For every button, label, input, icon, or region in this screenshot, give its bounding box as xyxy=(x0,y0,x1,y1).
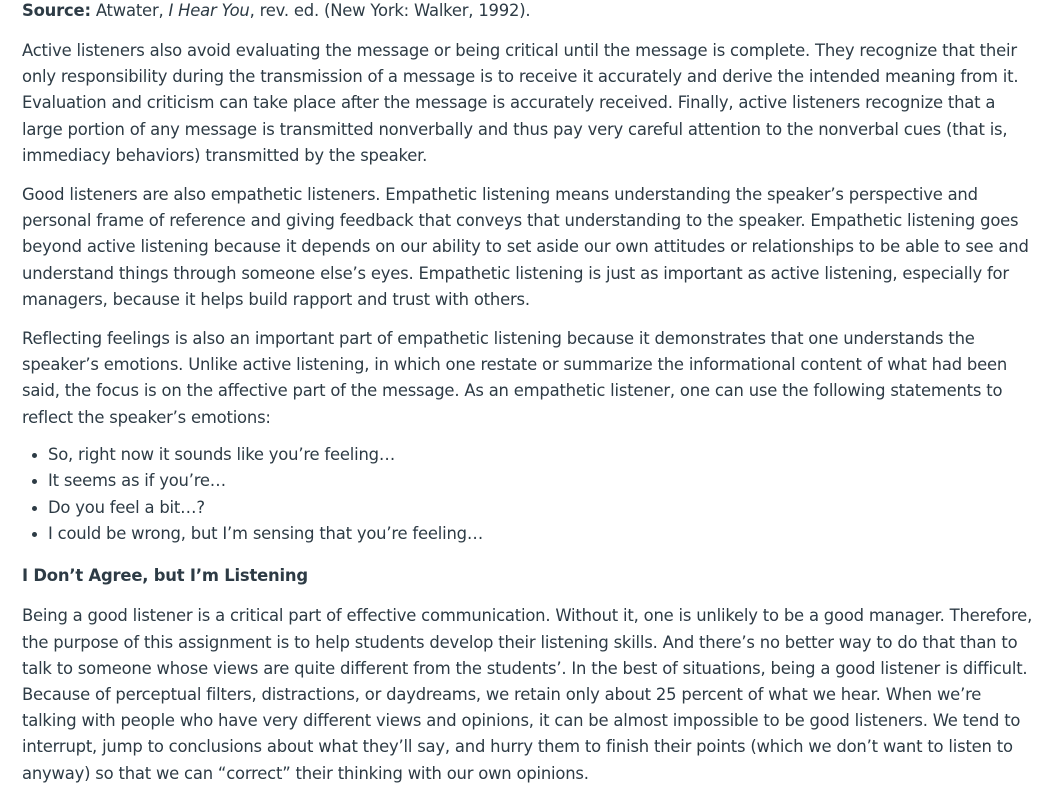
list-item: It seems as if you’re… xyxy=(48,468,1040,494)
paragraph-empathetic-listeners: Good listeners are also empathetic listeners. Empathetic listening means understanding the speaker’s perspective and personal frame of reference and giving feedback that conveys that understanding to the speaker. Empathetic listening goes beyond active listening because it depends on our ability to set aside our own attitudes or relationships to be able to see and understand things through someone else’s eyes. Empathetic listening is just as important as active listening, especially for managers, because it helps build rapport and trust with others. xyxy=(22,185,1029,309)
source-book-title: I Hear You xyxy=(168,1,250,20)
paragraph-active-listeners: Active listeners also avoid evaluating the message or being critical until the message is complete. They recognize that their only responsibility during the transmission of a message is to receive it accurately and derive the intended meaning from it. Evaluation and criticism can take place after the message is accurately received. Finally, active listeners recognize that a large portion of any message is transmitted nonverbally and thus pay very careful attention to the nonverbal cues (that is, immediacy behaviors) transmitted by the speaker. xyxy=(22,41,1019,165)
reflecting-statements-list xyxy=(22,442,1040,548)
source-details: , rev. ed. (New York: Walker, 1992). xyxy=(249,1,531,20)
paragraph-reflecting-feelings: Reflecting feelings is also an important part of empathetic listening because it demonstrates that one understands the speaker’s emotions. Unlike active listening, in which one restate or summarize the informational content of what had been said, the focus is on the affective part of the message. As an empathetic listener, one can use the following statements to reflect the speaker’s emotions: xyxy=(22,329,1008,427)
list-item: So, right now it sounds like you’re feeling… xyxy=(48,442,1040,468)
section-heading: I Don’t Agree, but I’m Listening xyxy=(22,566,308,586)
list-item: I could be wrong, but I’m sensing that you’re feeling… xyxy=(48,521,1040,547)
source-citation xyxy=(22,0,1040,24)
source-author: Atwater, xyxy=(95,1,164,20)
paragraph-good-listener: Being a good listener is a critical part of effective communication. Without it, one is unlikely to be a good manager. Therefore, the purpose of this assignment is to help students develop their listening skills. And there’s no better way to do that than to talk to someone whose views are quite different from the students’. In the best of situations, being a good listener is difficult. Because of perceptual filters, distractions, or daydreams, we retain only about 25 percent of what we hear. When we’re talking with people who have very different views and opinions, it can be almost impossible to be good listeners. We tend to interrupt, jump to conclusions about what they’ll say, and hurry them to finish their points (which we don’t want to listen to anyway) so that we can “correct” their thinking with our own opinions. xyxy=(22,606,1033,783)
source-label: Source: xyxy=(22,1,91,20)
list-item: Do you feel a bit…? xyxy=(48,495,1040,521)
